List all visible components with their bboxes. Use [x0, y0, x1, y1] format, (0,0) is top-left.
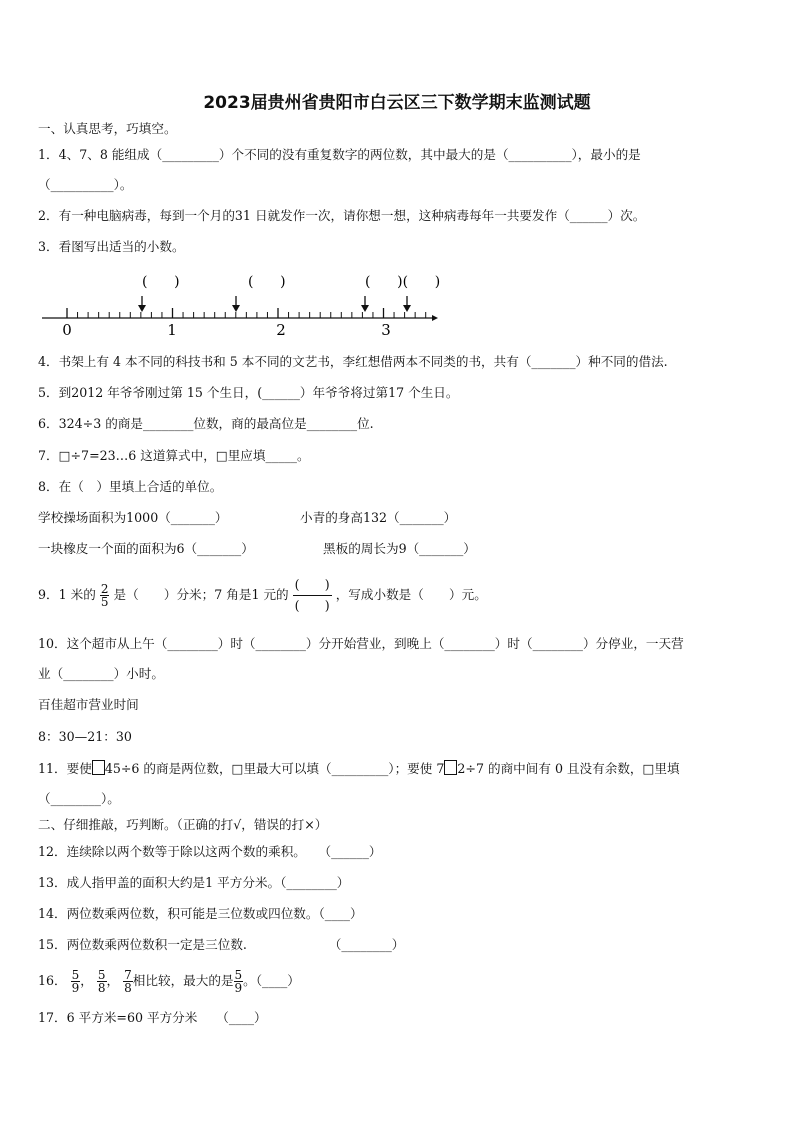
number-line-label-0: 0 — [62, 321, 72, 339]
question-12: 12．连续除以两个数等于除以这两个数的乘积。 （______） — [38, 844, 382, 859]
fraction-two-fifths — [100, 583, 110, 608]
fraction-7-8 — [123, 969, 133, 994]
question-16-text: 相比较，最大的是 — [132, 973, 234, 988]
question-3: 3．看图写出适当的小数。 — [38, 239, 185, 254]
question-10-cont: 业（________）小时。 — [38, 666, 164, 681]
question-1-cont: （__________）。 — [38, 177, 133, 192]
question-9 — [38, 573, 487, 617]
question-5: 5．到2012 年爷爷刚过第 15 个生日，(______）年爷爷将过第17 个生日。 — [38, 385, 459, 400]
question-14: 14．两位数乘两位数，积可能是三位数或四位数。（____） — [38, 906, 363, 921]
blank-denominator: ( ) — [294, 598, 330, 613]
question-11-text-1: 11．要使 — [38, 761, 92, 776]
fraction-5-9 — [71, 969, 81, 994]
blank-box — [92, 760, 105, 775]
separator: ， — [80, 973, 93, 988]
number-line-blank-1: ( ) — [142, 274, 180, 290]
question-11-cont: （________）。 — [38, 791, 120, 806]
section-heading-2: 二、仔细推敲，巧判断。（正确的打√，错误的打×） — [38, 817, 328, 832]
fraction-denominator: 9 — [71, 981, 80, 995]
question-4: 4．书架上有 4 本不同的科技书和 5 本不同的文艺书，李红想借两本不同类的书，共有（_______）种不同的借法. — [38, 354, 668, 369]
fraction-denominator: 5 — [100, 595, 109, 609]
blank-numerator: ( ) — [293, 575, 332, 596]
question-9-text-1: 9．1 米的 — [38, 587, 96, 602]
question-7: 7．□÷7=23…6 这道算式中，□里应填_____。 — [38, 448, 310, 463]
fraction-denominator: 8 — [97, 981, 106, 995]
down-arrow-icon — [403, 296, 411, 312]
question-11-text-3: 2÷7 的商中间有 0 且没有余数，□里填 — [457, 761, 680, 776]
section-heading-1: 一、认真思考，巧填空。 — [38, 121, 177, 136]
blank-box — [444, 760, 457, 775]
number-line-label-3: 3 — [381, 321, 391, 339]
fraction-numerator: 7 — [124, 968, 132, 982]
question-9-text-2: 是（ ）分米；7 角是1 元的 — [113, 587, 289, 602]
page-title: 2023届贵州省贵阳市白云区三下数学期末监测试题 — [203, 93, 591, 113]
question-2: 2．有一种电脑病毒，每到一个月的31 日就发作一次，请你想一想，这种病毒每年一共要发作（______）次。 — [38, 208, 646, 223]
fraction-denominator: 9 — [234, 981, 243, 995]
question-16-number: 16． — [38, 973, 67, 988]
fraction-numerator: 5 — [234, 968, 243, 982]
number-line-label-1: 1 — [167, 321, 177, 339]
question-15: 15．两位数乘两位数积一定是三位数. （________） — [38, 937, 405, 952]
down-arrow-icon — [232, 296, 240, 312]
down-arrow-icon — [138, 296, 146, 312]
number-line-label-2: 2 — [276, 321, 286, 339]
number-line-blank-3: ( )( ) — [365, 274, 440, 290]
question-8: 8．在（ ）里填上合适的单位。 — [38, 479, 223, 494]
number-line-blank-2: ( ) — [248, 274, 286, 290]
store-hours: 8：30—21：30 — [38, 729, 132, 744]
question-13: 13．成人指甲盖的面积大约是1 平方分米。（________） — [38, 875, 350, 890]
fraction-5-8 — [97, 969, 107, 994]
question-1: 1．4、7、8 能组成（_________）个不同的没有重复数字的两位数，其中最大的是（__________），最小的是 — [38, 147, 641, 162]
question-16 — [38, 965, 300, 997]
question-10: 10．这个超市从上午（________）时（________）分开始营业，到晚上（________）时（________）分停业，一天营 — [38, 636, 684, 651]
question-8-c: 一块橡皮一个面的面积为6（_______） — [38, 541, 254, 556]
fraction-5-9-answer — [234, 969, 244, 994]
fraction-numerator: 2 — [100, 582, 109, 596]
question-17: 17．6 平方米=60 平方分米 （____） — [38, 1010, 267, 1025]
number-line-figure — [38, 268, 440, 340]
down-arrow-icon — [361, 296, 369, 312]
question-11 — [38, 760, 680, 777]
question-9-text-3: ，写成小数是（ ）元。 — [335, 587, 487, 602]
separator: ， — [106, 973, 120, 988]
question-16-blank: 。（____） — [243, 973, 300, 988]
fraction-denominator: 8 — [124, 981, 132, 995]
blank-fraction — [293, 575, 332, 616]
question-8-b: 小青的身高132（_______） — [300, 510, 457, 525]
question-8-d: 黑板的周长为9（_______） — [323, 541, 476, 556]
question-8-a: 学校操场面积为1000（_______） — [38, 510, 228, 525]
fraction-numerator: 5 — [71, 968, 80, 982]
fraction-numerator: 5 — [97, 968, 106, 982]
question-6: 6．324÷3 的商是________位数，商的最高位是________位. — [38, 416, 374, 431]
question-11-text-2: 45÷6 的商是两位数，□里最大可以填（_________）；要使 7 — [104, 761, 445, 776]
store-name: 百佳超市营业时间 — [38, 697, 139, 712]
